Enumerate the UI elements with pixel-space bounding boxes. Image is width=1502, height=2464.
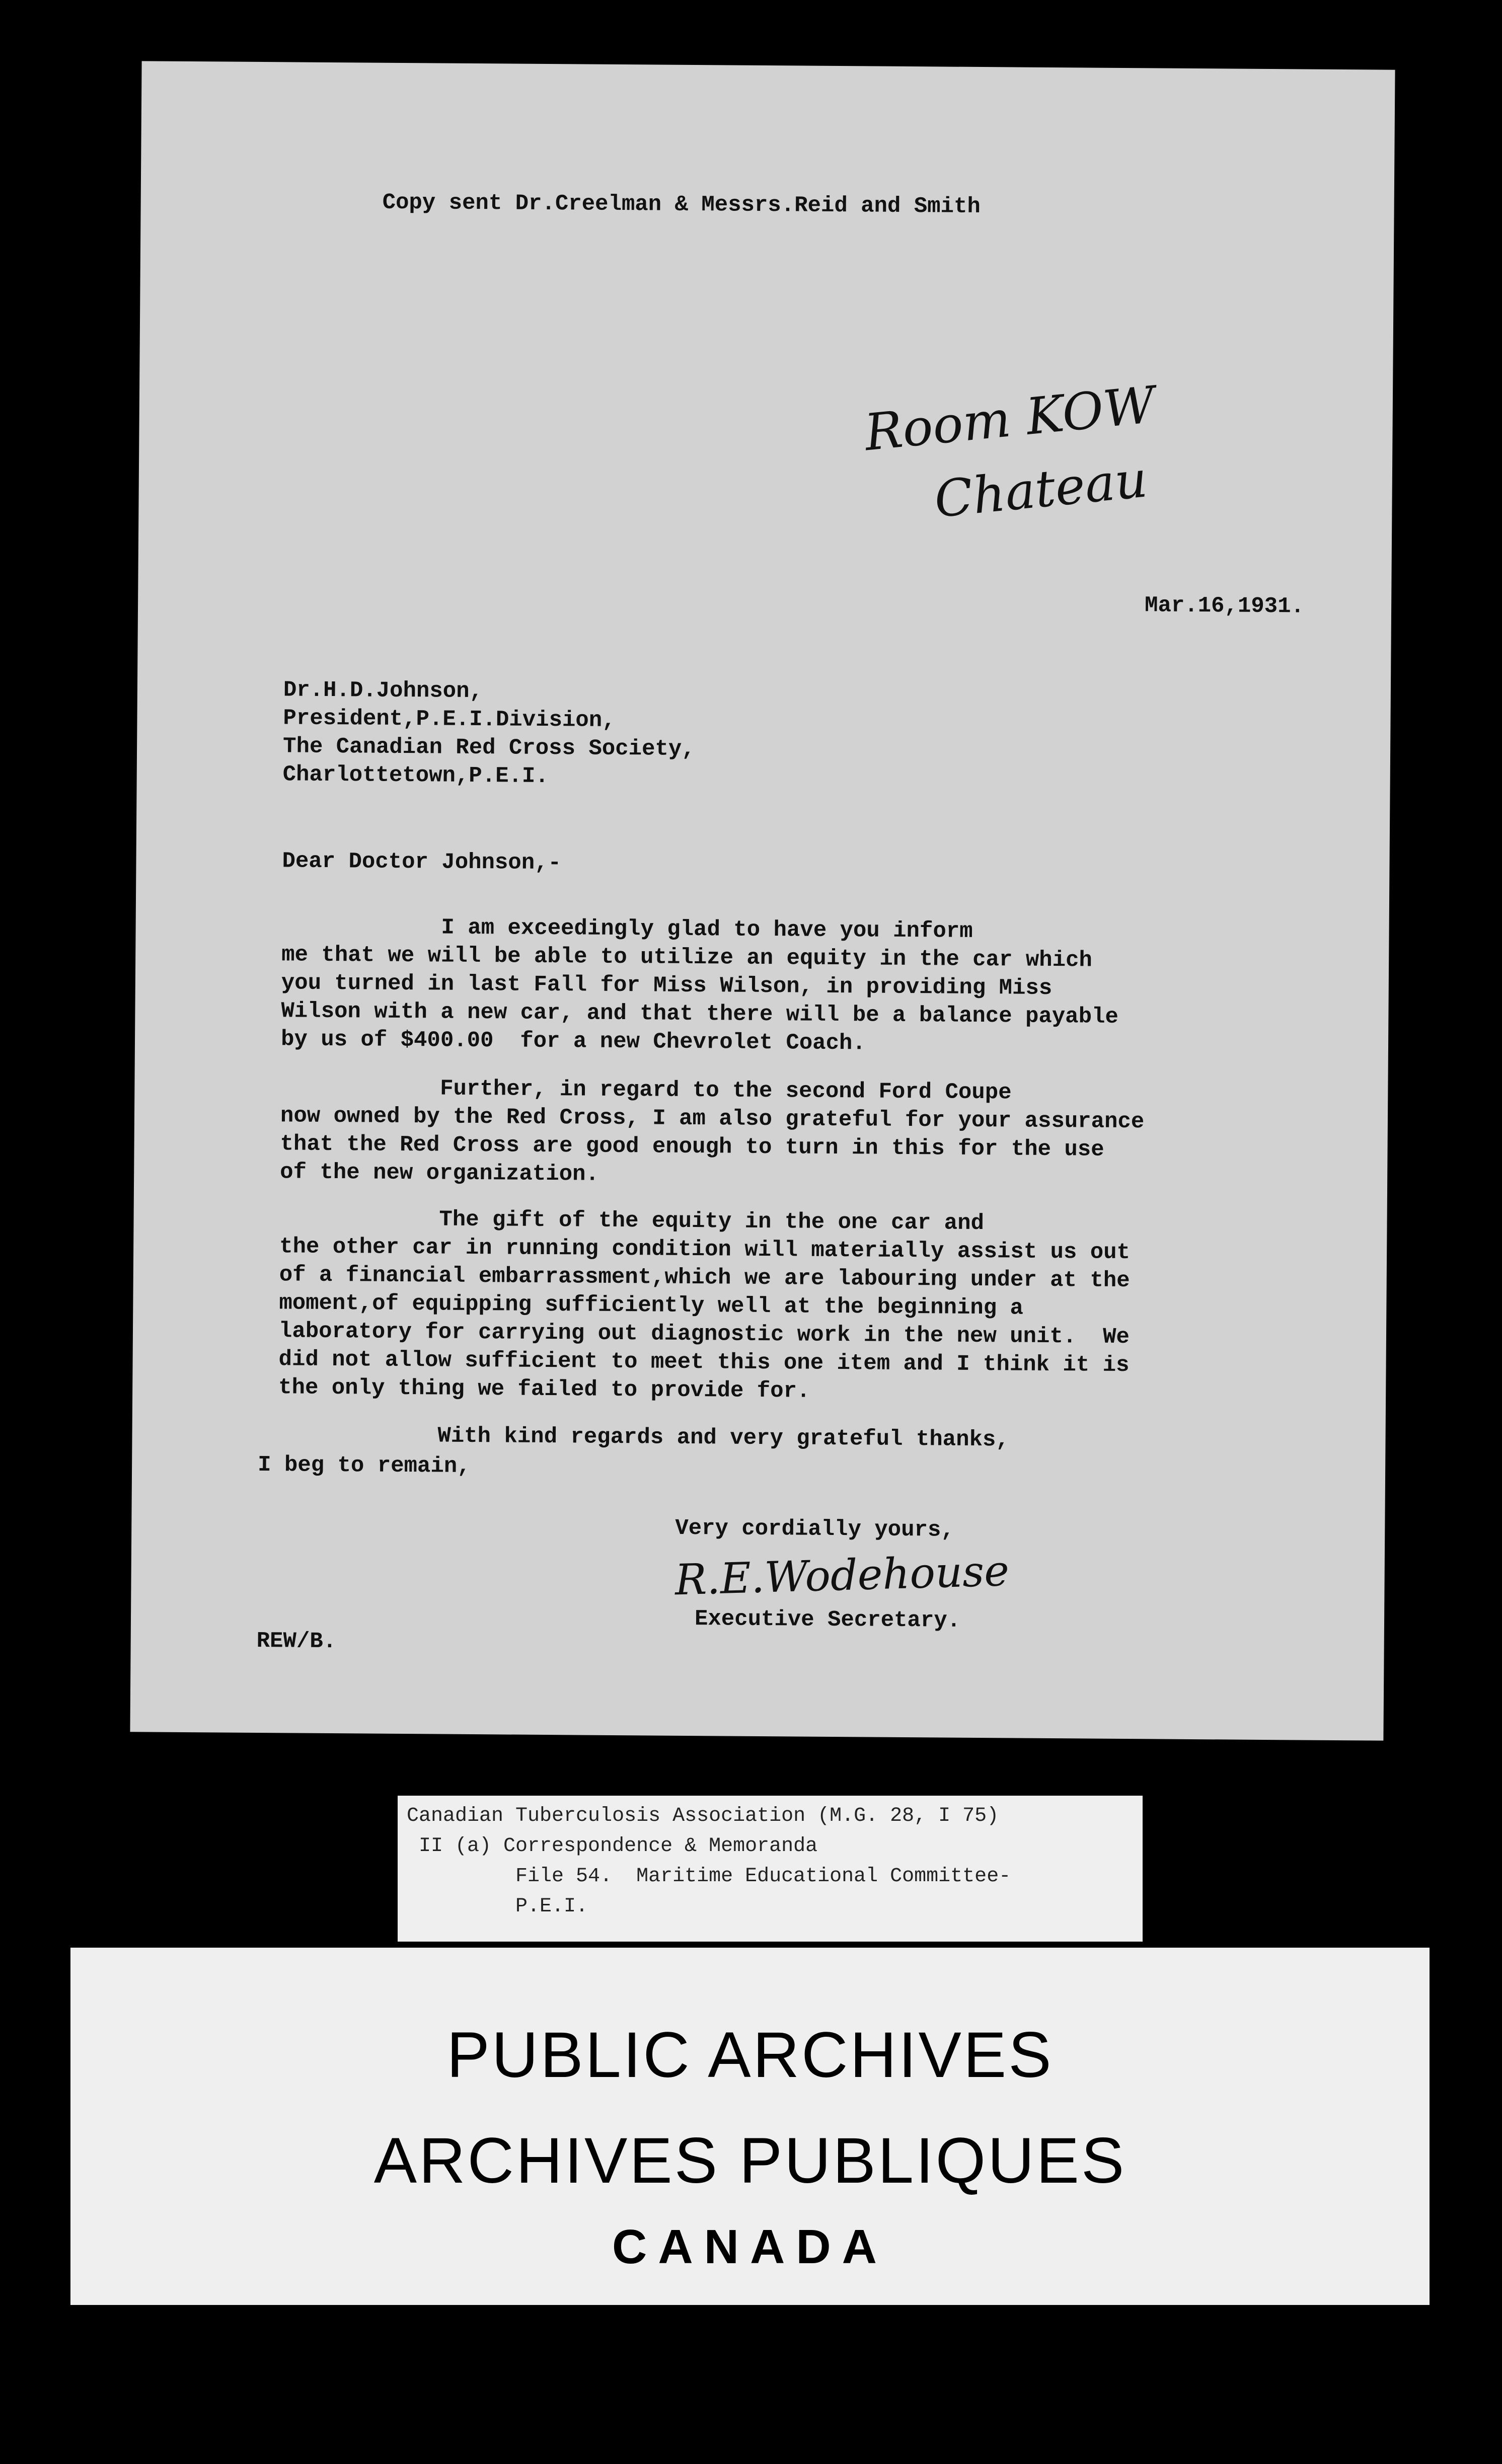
stamp-line-country: CANADA xyxy=(612,2220,888,2274)
letter-date: Mar.16,1931. xyxy=(1144,593,1305,620)
closing-line: With kind regards and very grateful thanks, xyxy=(278,1422,1009,1453)
handwritten-annotation-line-1: Room KOW xyxy=(862,375,1158,463)
valediction: Very cordially yours, xyxy=(675,1515,954,1543)
recipient-line: President,P.E.I.Division, xyxy=(283,706,616,733)
paragraph-line: moment,of equipping sufficiently well at the beginning a xyxy=(279,1290,1024,1321)
signer-title: Executive Secretary. xyxy=(694,1606,961,1634)
letter-page xyxy=(130,61,1395,1740)
recipient-line: Charlottetown,P.E.I. xyxy=(282,762,549,790)
paragraph-line: by us of $400.00 for a new Chevrolet Coach. xyxy=(280,1027,866,1056)
stamp-line-english: PUBLIC ARCHIVES xyxy=(446,2019,1054,2091)
recipient-line: The Canadian Red Cross Society, xyxy=(282,734,695,762)
paragraph-line: now owned by the Red Cross, I am also grateful for your assurance xyxy=(280,1103,1145,1135)
paragraph-line: I am exceedingly glad to have you inform xyxy=(281,914,973,944)
paragraph-line: of the new organization. xyxy=(280,1160,599,1187)
archive-label-line: Canadian Tuberculosis Association (M.G. 28, I 75) xyxy=(407,1805,999,1827)
signature: R.E.Wodehouse xyxy=(674,1546,1010,1605)
typist-initials: REW/B. xyxy=(256,1629,337,1655)
paragraph-line: Wilson with a new car, and that there will be a balance payable xyxy=(281,998,1119,1030)
archive-label-line: II (a) Correspondence & Memoranda xyxy=(407,1835,818,1858)
recipient-line: Dr.H.D.Johnson, xyxy=(283,677,483,705)
stamp-line-french: ARCHIVES PUBLIQUES xyxy=(373,2125,1126,2197)
paragraph-line: me that we will be able to utilize an equity in the car which xyxy=(281,942,1093,973)
remain-line: I beg to remain, xyxy=(257,1452,471,1479)
paragraph-line: did not allow sufficient to meet this one item and I think it is xyxy=(278,1347,1130,1378)
paragraph-line: The gift of the equity in the one car and xyxy=(279,1206,985,1237)
handwritten-annotation-line-2: Chateau xyxy=(932,449,1150,529)
paragraph-line: that the Red Cross are good enough to turn in this for the use xyxy=(280,1131,1104,1163)
salutation: Dear Doctor Johnson,- xyxy=(282,849,562,876)
paragraph-line: Further, in regard to the second Ford Coupe xyxy=(280,1075,1012,1106)
copy-note: Copy sent Dr.Creelman & Messrs.Reid and Smith xyxy=(382,190,981,219)
paragraph-line: laboratory for carrying out diagnostic work in the new unit. We xyxy=(278,1319,1130,1350)
public-archives-stamp xyxy=(70,1948,1430,2305)
archive-reference-label xyxy=(398,1796,1143,1942)
archive-label-line: File 54. Maritime Educational Committee- xyxy=(407,1865,1011,1888)
paragraph-line: of a financial embarrassment,which we are labouring under at the xyxy=(279,1262,1130,1294)
archive-label-line: P.E.I. xyxy=(407,1895,588,1918)
paragraph-line: the other car in running condition will materially assist us out xyxy=(279,1234,1131,1266)
paragraph-line: you turned in last Fall for Miss Wilson, in providing Miss xyxy=(281,970,1053,1002)
paragraph-line: the only thing we failed to provide for. xyxy=(278,1375,810,1404)
